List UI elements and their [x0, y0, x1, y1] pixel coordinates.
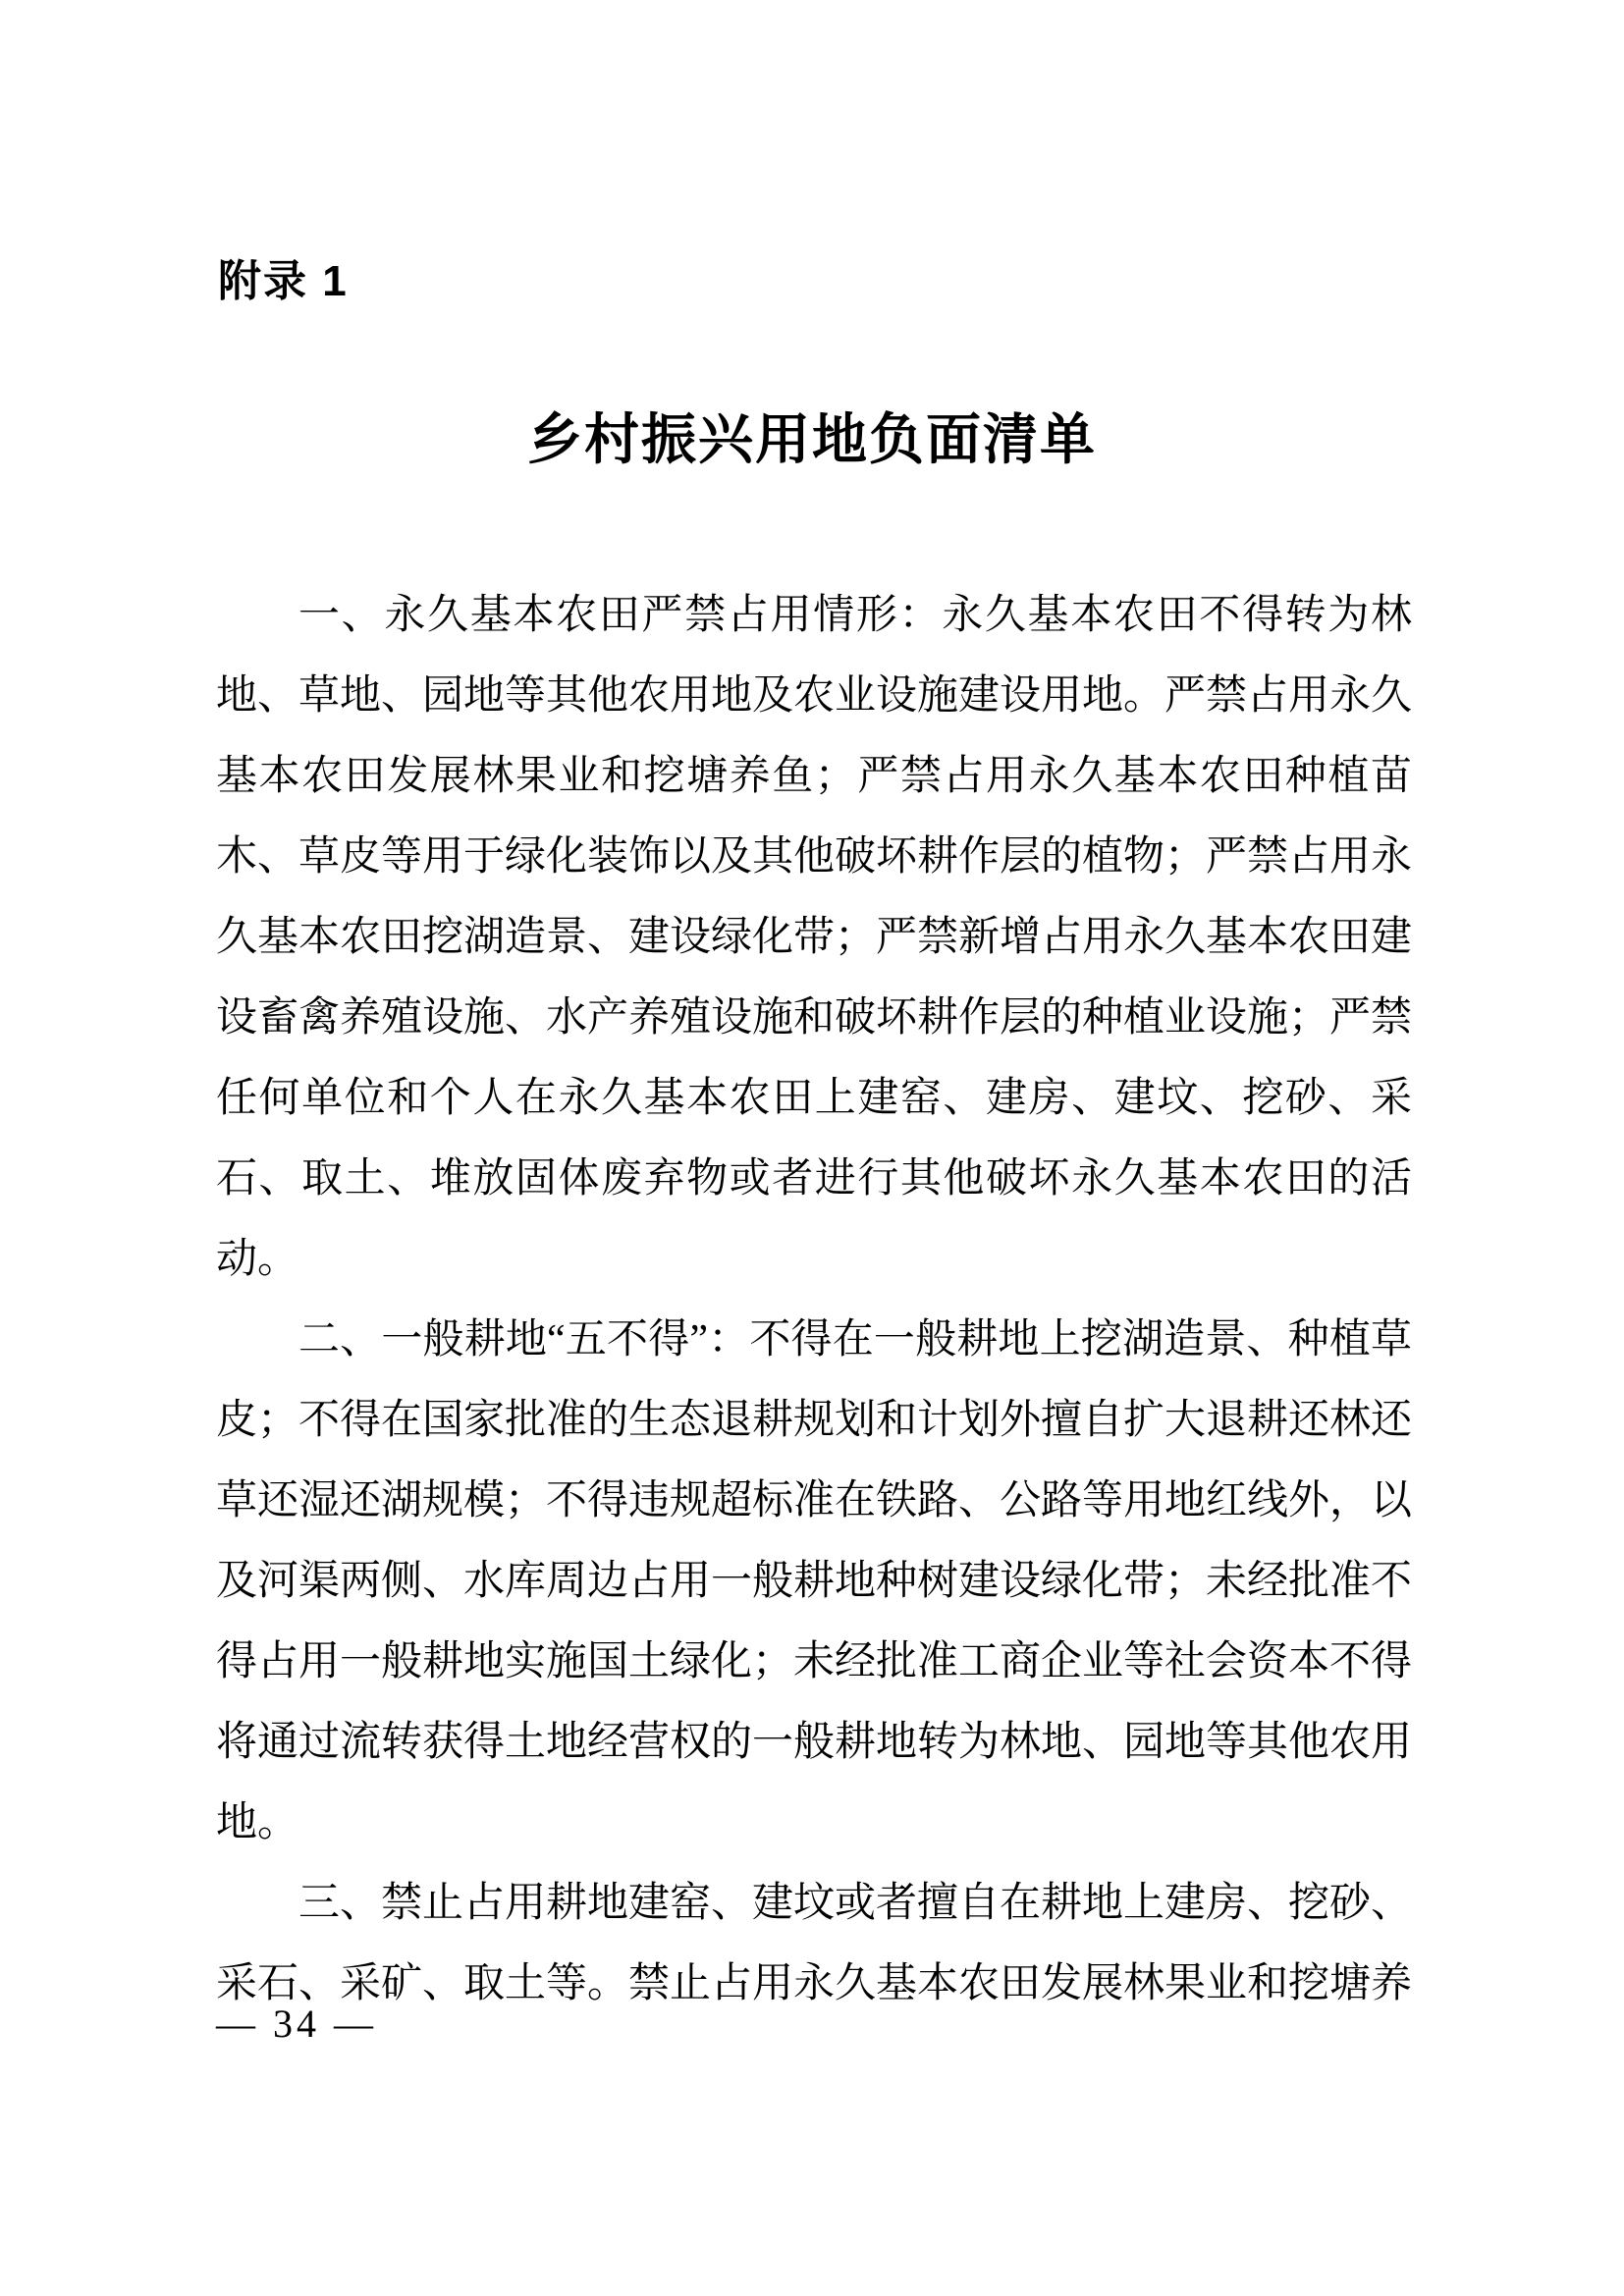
- appendix-label: 附录 1: [218, 257, 349, 305]
- paragraph-permanent-farmland: 一、永久基本农田严禁占用情形：永久基本农田不得转为林地、草地、园地等其他农用地及农业设施建设用地。严禁占用永久基本农田发展林果业和挖塘养鱼；严禁占用永久基本农田种植苗木、草皮等用于绿化装饰以及其他破坏耕作层的植物；严禁占用永久基本农田挖湖造景、建设绿化带；严禁新增占用永久基本农田建设畜禽养殖设施、水产养殖设施和破坏耕作层的种植业设施；严禁任何单位和个人在永久基本农田上建窑、建房、建坟、挖砂、采石、取土、堆放固体废弃物或者进行其他破坏永久基本农田的活动。: [216, 593, 1413, 1282]
- paragraph-prohibited-uses: 三、禁止占用耕地建窑、建坟或者擅自在耕地上建房、挖砂、采石、采矿、取土等。禁止占用永久基本农田发展林果业和挖塘养: [216, 1881, 1413, 2006]
- document-body: [216, 575, 1412, 2024]
- page-number: — 34 —: [216, 2002, 377, 2046]
- page-title: 乡村振兴用地负面清单: [527, 410, 1097, 471]
- paragraph-general-farmland: 二、一般耕地“五不得”：不得在一般耕地上挖湖造景、种植草皮；不得在国家批准的生态退耕规划和计划外擅自扩大退耕还林还草还湿还湖规模；不得违规超标准在铁路、公路等用地红线外，以及河渠两侧、水库周边占用一般耕地种树建设绿化带；未经批准不得占用一般耕地实施国土绿化；未经批准工商企业等社会资本不得将通过流转获得土地经营权的一般耕地转为林地、园地等其他农用地。: [216, 1317, 1413, 1845]
